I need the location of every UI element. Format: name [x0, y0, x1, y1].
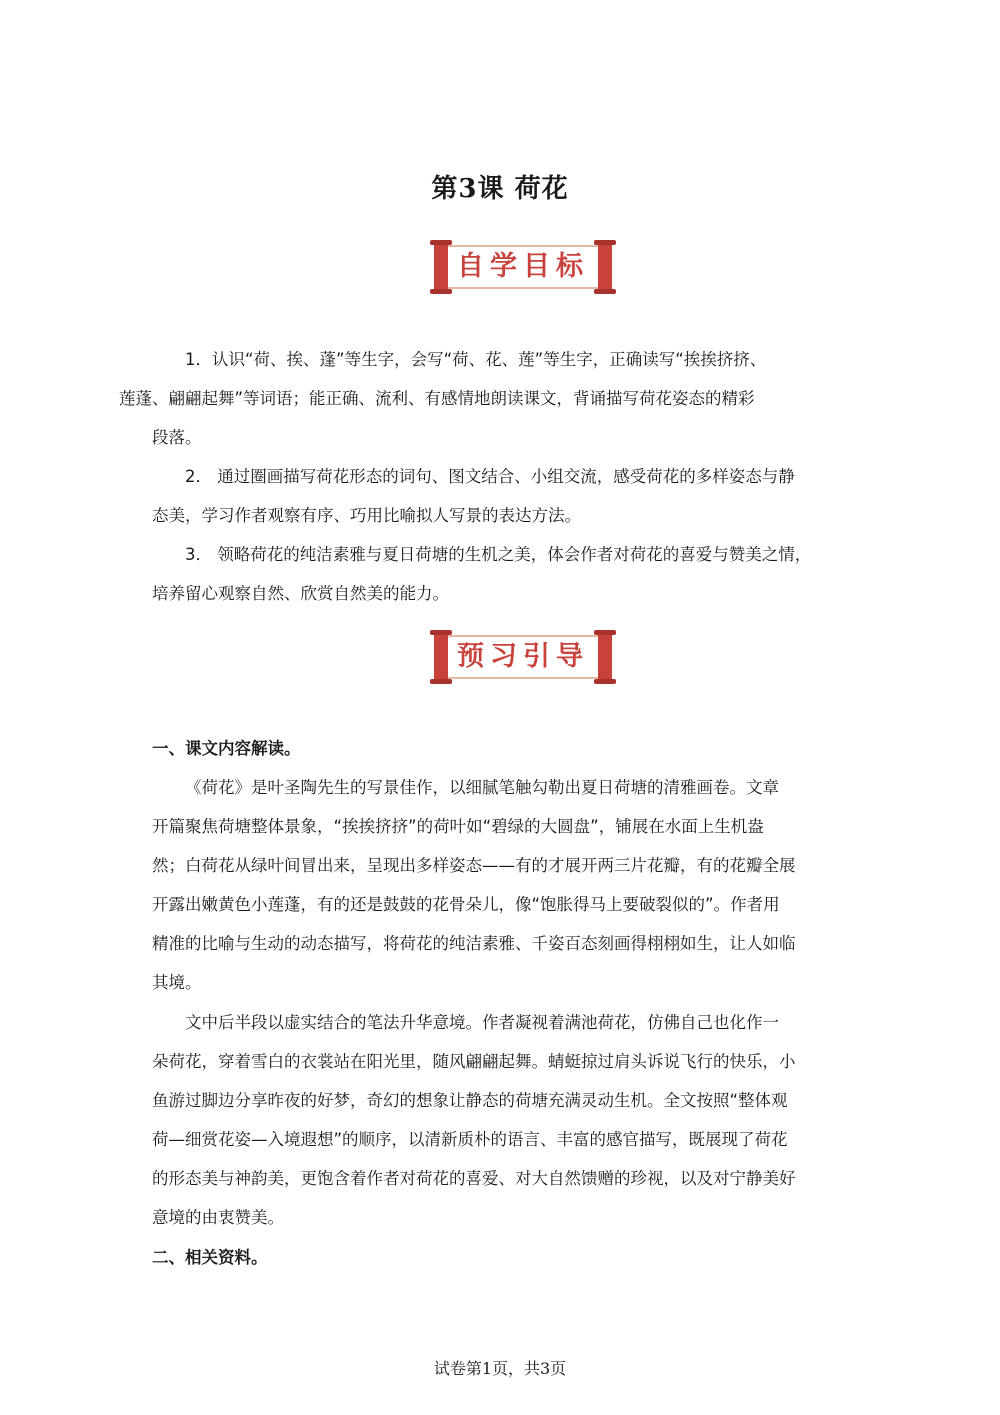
text-line: 文中后半段以虚实结合的笔法升华意境。作者凝视着满池荷花，仿佛自己也化作一 — [185, 1013, 779, 1032]
text-line: 开露出嫩黄色小莲蓬，有的还是鼓鼓的花骨朵儿，像“饱胀得马上要破裂似的”。作者用 — [152, 895, 780, 914]
section-banner-preview — [428, 630, 618, 684]
text-line: 的形态美与神韵美，更饱含着作者对荷花的喜爱、对大自然馈赠的珍视，以及对宁静美好 — [152, 1169, 796, 1188]
text-line: 然；白荷花从绿叶间冒出来，呈现出多样姿态——有的才展开两三片花瓣，有的花瓣全展 — [152, 856, 796, 875]
section-heading-2: 二、相关资料。 — [152, 1248, 268, 1267]
text-line: 意境的由衷赞美。 — [152, 1208, 284, 1227]
page-title: 第3课 荷花 — [431, 174, 569, 204]
text-line: 朵荷花，穿着雪白的衣裳站在阳光里，随风翩翩起舞。蜻蜓掠过肩头诉说飞行的快乐，小 — [152, 1052, 796, 1071]
text-line: 鱼游过脚边分享昨夜的好梦，奇幻的想象让静态的荷塘充满灵动生机。全文按照“整体观 — [152, 1091, 788, 1110]
text-line: 《荷花》是叶圣陶先生的写景佳作，以细腻笔触勾勒出夏日荷塘的清雅画卷。文章 — [185, 778, 779, 797]
section-heading-1: 一、课文内容解读。 — [152, 739, 301, 758]
text-line: 开篇聚焦荷塘整体景象，“挨挨挤挤”的荷叶如“碧绿的大圆盘”，铺展在水面上生机盎 — [152, 817, 764, 836]
goal-item-1 — [119, 340, 864, 457]
banner-label: 自学目标 — [457, 251, 589, 282]
text-line: 2． 通过圈画描写荷花形态的词句、图文结合、小组交流，感受荷花的多样姿态与静 — [185, 467, 795, 486]
text-line: 3． 领略荷花的纯洁素雅与夏日荷塘的生机之美，体会作者对荷花的喜爱与赞美之情， — [185, 545, 812, 564]
goal-item-3 — [152, 535, 864, 613]
paragraph-1 — [152, 768, 864, 1002]
page-footer: 试卷第1页，共3页 — [433, 1359, 567, 1378]
text-line: 培养留心观察自然、欣赏自然美的能力。 — [152, 584, 449, 603]
text-line: 段落。 — [152, 428, 202, 447]
text-line: 荷—细赏花姿—入境遐想”的顺序，以清新质朴的语言、丰富的感官描写，既展现了荷花 — [152, 1130, 788, 1149]
text-line: 态美，学习作者观察有序、巧用比喻拟人写景的表达方法。 — [152, 506, 581, 525]
text-line: 莲蓬、翩翩起舞”等词语；能正确、流利、有感情地朗读课文，背诵描写荷花姿态的精彩 — [119, 389, 755, 408]
section-banner-self-study — [428, 240, 618, 294]
text-line: 精准的比喻与生动的动态描写，将荷花的纯洁素雅、千姿百态刻画得栩栩如生，让人如临 — [152, 934, 796, 953]
text-line: 1．认识“荷、挨、蓬”等生字，会写“荷、花、莲”等生字，正确读写“挨挨挤挤、 — [185, 350, 767, 369]
text-line: 其境。 — [152, 973, 202, 992]
banner-label: 预习引导 — [457, 641, 589, 672]
goal-item-2 — [152, 457, 864, 535]
paragraph-2 — [152, 1003, 864, 1237]
